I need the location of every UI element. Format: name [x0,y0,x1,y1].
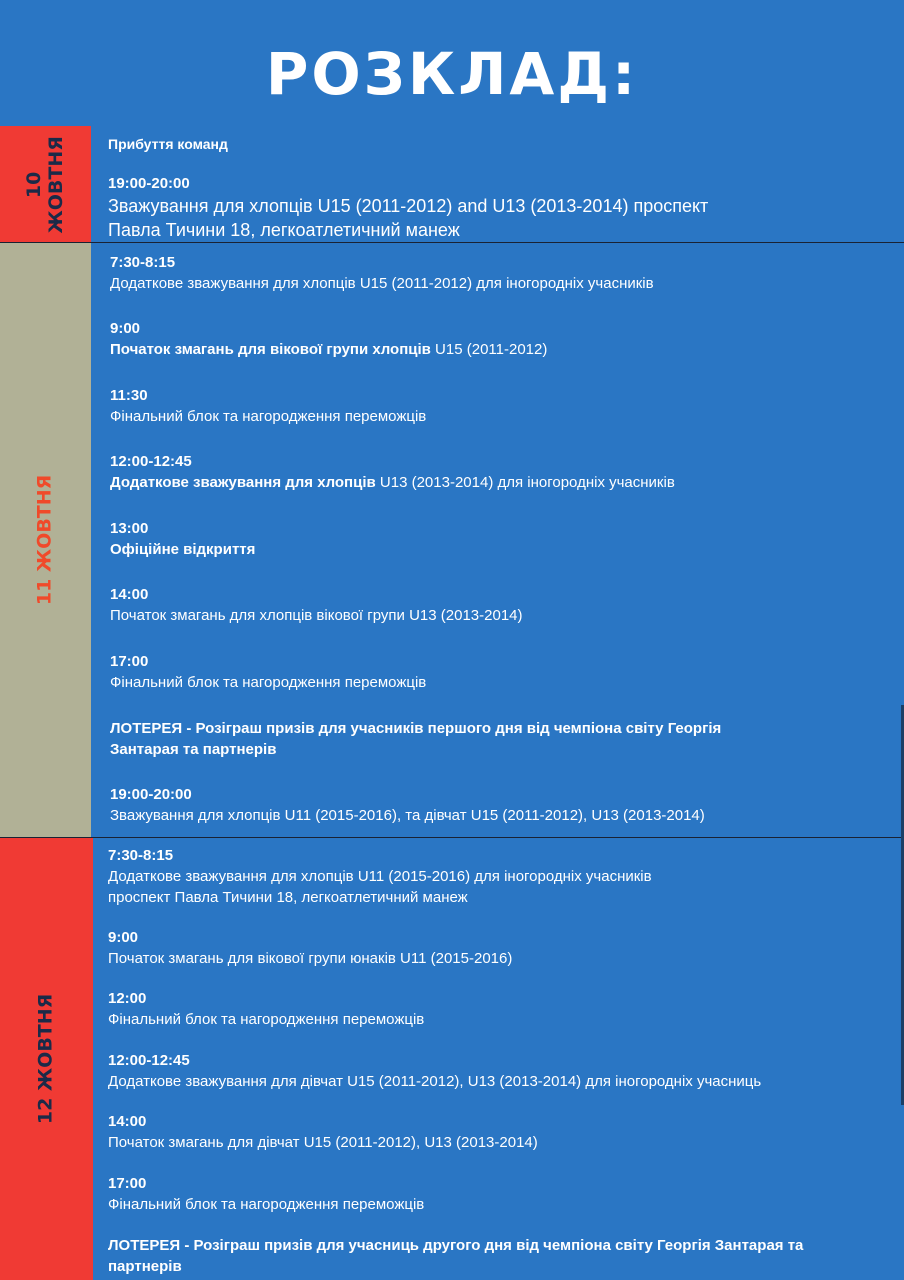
event-item [108,989,424,1030]
event-desc [110,339,547,360]
day-block-11 [0,243,904,837]
event-item [108,846,652,908]
event-time: 12:00-12:45 [108,1052,190,1069]
event-desc-bold: Початок змагань для вікової групи хлопців [110,341,431,358]
event-item [110,652,426,693]
event-desc: Фінальний блок та нагородження переможців [110,674,427,691]
event-item [108,928,512,969]
lottery-text: партнерів [108,1258,182,1275]
day-label-box [0,126,91,243]
event-time: 14:00 [110,586,149,603]
event-time: 17:00 [108,1175,147,1192]
event-time: 13:00 [110,520,149,537]
event-desc: Фінальний блок та нагородження переможців [110,408,427,425]
event-desc: Павла Тичини 18, легкоатлетичний манеж [108,220,460,240]
event-time: 7:30-8:15 [108,847,174,864]
event-lottery [108,1235,803,1277]
event-item [110,519,255,560]
event-time: 19:00-20:00 [108,175,190,192]
event-desc-rest: U15 (2011-2012) [430,341,548,358]
event-desc: проспект Павла Тичини 18, легкоатлетичний манеж [108,889,468,906]
day-label: 12 ЖОВТНЯ [34,993,57,1125]
day-block-12 [0,838,904,1280]
event-item [110,585,523,626]
event-title: Прибуття команд [108,136,228,152]
event-item [110,785,705,826]
event-time: 12:00 [108,990,147,1007]
day-label: 11 ЖОВТНЯ [33,474,56,606]
event-desc: Початок змагань для дівчат U15 (2011-2012), U13 (2013-2014) [108,1134,538,1151]
day-label-number: 10 [22,171,45,198]
event-desc: Додаткове зважування для дівчат U15 (2011-2012), U13 (2013-2014) для іногородніх учасниць [108,1073,762,1090]
event-time: 19:00-20:00 [110,786,192,803]
day-label-month: ЖОВТНЯ [44,135,67,234]
event-item [108,1051,761,1092]
day-block-10 [0,126,904,243]
event-item [110,386,426,427]
event-desc: Початок змагань для вікової групи юнаків U11 (2015-2016) [108,950,513,967]
event-time: 11:30 [110,387,148,404]
event-desc-bold: Офіційне відкриття [110,541,256,558]
event-desc: Зважування для хлопців U11 (2015-2016), та дівчат U15 (2011-2012), U13 (2013-2014) [110,807,705,824]
event-item [108,1174,424,1215]
event-desc: Додаткове зважування для хлопців U11 (2015-2016) для іногородніх учасників [108,868,652,885]
page-title: РОЗКЛАД: [265,40,639,108]
lottery-text: Зантарая та партнерів [110,741,277,758]
event-arrival [108,134,228,154]
event-time: 12:00-12:45 [110,453,192,470]
event-desc: Фінальний блок та нагородження переможців [108,1011,425,1028]
event-time: 7:30-8:15 [110,254,176,271]
event-desc: Фінальний блок та нагородження переможців [108,1196,425,1213]
event-item [110,319,547,360]
event-time: 17:00 [110,653,149,670]
lottery-text: ЛОТЕРЕЯ - Розіграш призів для учасників першого дня від чемпіона світу Георгія [110,720,722,737]
day-label [24,136,68,233]
day-label-box [0,243,91,837]
event-desc: Початок змагань для хлопців вікової групи U13 (2013-2014) [110,607,523,624]
event-time: 9:00 [110,320,141,337]
event-time: 14:00 [108,1113,147,1130]
event-desc: Зважування для хлопців U15 (2011-2012) and U13 (2013-2014) проспект [108,196,709,216]
event-item [110,452,675,493]
event-time: 9:00 [108,929,139,946]
event-item [110,253,654,294]
event-desc: Додаткове зважування для хлопців U15 (2011-2012) для іногородніх учасників [110,275,654,292]
event-lottery [110,718,721,760]
lottery-text: ЛОТЕРЕЯ - Розіграш призів для учасниць другого дня від чемпіона світу Георгія Зантарая та [108,1237,804,1254]
event-weigh-in [108,174,708,242]
event-desc-rest: U13 (2013-2014) для іногородніх учасників [375,474,675,491]
event-item [108,1112,538,1153]
event-desc [110,539,255,560]
event-desc [110,472,675,493]
day-label-box [0,838,93,1280]
event-desc-bold: Додаткове зважування для хлопців [110,474,376,491]
